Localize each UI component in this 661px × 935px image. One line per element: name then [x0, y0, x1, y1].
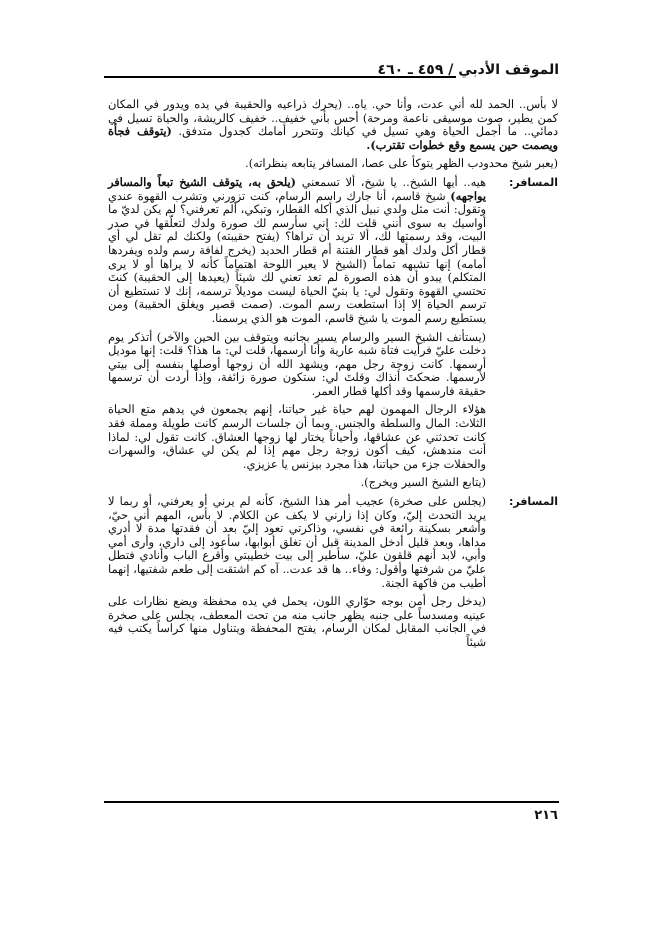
stage-direction-bold: (يلحق به، يتوقف الشيخ تبعاً والمسافر يواجهه)	[108, 174, 487, 203]
paragraph: هؤلاء الرجال المهمون لهم حياة غير حياتنا، إنهم يجمعون في يدهم متع الحياة الثلاث: المال والسلطة والجنس. وبما أن جلسات الرسم كانت طويلة ومملة فقد كانت تحدثني عن عشاقها، وأحياناً يختار لها زوجها العشاق. كانت تقول لي: لماذا أنت مندهش، كيف أكون زوجة رجل مهم إذا لم يكن لي عشاق، والسهرات والحفلات جزء من حياتنا، هذا مجرد بيزنس يا عزيزي.	[108, 403, 486, 471]
stage-direction: (يعبر شيخ محدودب الظهر يتوكأ على عصا، المسافر يتابعه بنظراته).	[245, 157, 558, 171]
dialogue-body	[108, 495, 486, 650]
dialogue-block	[108, 495, 558, 650]
paragraph: (يجلس على صخرة) عجيب أمر هذا الشيخ، كأنه لم يرني أو يعرفني، أو ربما لا يريد التحدث إليّ، وكان إذا زارني لا يكف عن الكلام. لا بأس، المهم أني حيّ، وأشعر بسكينة رائعة في نفسي، وذاكرتي تعود إليّ بعد أن فقدتها مدة لا أدري مداها، وبعد قليل أدخل المدينة قبل أن تغلق أبوابها، سأعود إلى داري، وأرى أمي وأبي، لابد أنهم قلقون عليّ، سأطير إلى بيت خطيبتي وأقرع الباب وأنادي فتطل عليّ من شرفتها وأقول: وفاء.. ها قد عدت.. آه كم اشتقت إلى طعم شفتيها، إنهما أطيب من فاكهة الجنة.	[108, 495, 486, 590]
paragraph-text: شيخ قاسم، أنا جارك راسم الرسام، كنت تزورني وتشرب القهوة عندي وتقول: أنت مثل ولدي نبيل الذي أكله القطار، وتبكي، ألم تعرفني؟ لم يكن لديّ ما أواسيك به سوى أنني قلت لك: إني سأرسم لك صورة ولدك لتعلّقها في صدر البيت، وقد رسمتها لك، ألا تريد أن تراها؟ (يفتح حقيبته) ولكنك لم تقل لي أي قطار أكل ولدك أهو قطار الفتنة أم قطار الحديد (يخرج لفافة رسم ولده ويفردها أمامه) إنها تشبهه تماماً (الشيخ لا يعير اللوحة اهتماماً كأنه لا يراها أو لا يرى المتكلم) يبدو أن هذه الصورة لم تعد تعني لك شيئاً (يعيدها إلى الحقيبة) كنتَ تحتسي القهوة وتقول لي: يا بنيّ الحياة ليست موديلاً ترسمه، إنك لا تستطيع أن ترسم الحياة إلا إذا استطعت رسم الموت. (صمت قصير ويغلق الحقيبة) ومن يستطيع رسم الموت يا شيخ قاسم، الموت هو الذي يرسمنا.	[108, 189, 486, 325]
dialogue-body	[108, 176, 486, 490]
running-header: الموقف الأدبي / ٤٥٩ ـ ٤٦٠	[377, 62, 559, 78]
paragraph: (يستأنف الشيخ السير والرسام يسير بجانبه ويتوقف بين الحين والآخر) أتذكر يوم دخلت عليّ فرأيت فتاة شبه عارية وأنا أرسمها، قلت لي: ما هذا؟ قلت: إنها موديل أرسمها. كانت زوجة رجل مهم، ويشهد الله أن زوجها أوصلها بنفسه إلى بيتي لأرسمها. ضحكتَ أنذاك وقلتَ لي: ستكون صورة زائفة، وإذا أردت أن ترسمها حقيقة فارسمها وقد أكلها قطار العمر.	[108, 330, 486, 398]
page-number: ٢١٦	[534, 808, 558, 823]
header-rule	[104, 76, 456, 78]
paragraph-text: هيه.. أيها الشيخ.. يا شيخ، ألا تسمعني	[301, 175, 486, 189]
dialogue-block	[108, 176, 558, 490]
paragraph	[108, 98, 558, 152]
stage-direction: (يتابع الشيخ السير ويخرج).	[360, 476, 486, 490]
speaker-label: المسافر:	[508, 495, 558, 509]
body-text	[108, 98, 558, 655]
paragraph-text: لا بأس.. الحمد لله أني عدت، وأنا حي. ياه.. (يحرك ذراعيه والحقيبة في يده ويدور في المكان كمن يطير، صوت موسيقى ناعمة ومرحة) أحس بأني خفيف.. خفيف كالريشة، والحياة تسيل في دمائي.. ما أجمل الحياة وهي تسيل في كيانك وتتحرر أمامك كجدول متدفق.	[108, 98, 558, 139]
paragraph: (يدخل رجل أمن بوجه حوّاري اللون، يحمل في يده محفظة ويضع نظارات على عينيه ومسدساً على جنبه يظهر جانب منه من تحت المعطف، يجلس على صخرة في الجانب المقابل لمكان الرسام، يفتح المحفظة ويتناول منها كراساً يكتب فيه شيئاً	[108, 595, 486, 649]
footer-rule	[104, 801, 559, 803]
paragraph	[108, 176, 486, 326]
stage-direction-bold: (يتوقف فجأة ويصمت حين يسمع وقع خطوات تقترب).	[108, 124, 558, 152]
speaker-label: المسافر:	[508, 175, 558, 189]
